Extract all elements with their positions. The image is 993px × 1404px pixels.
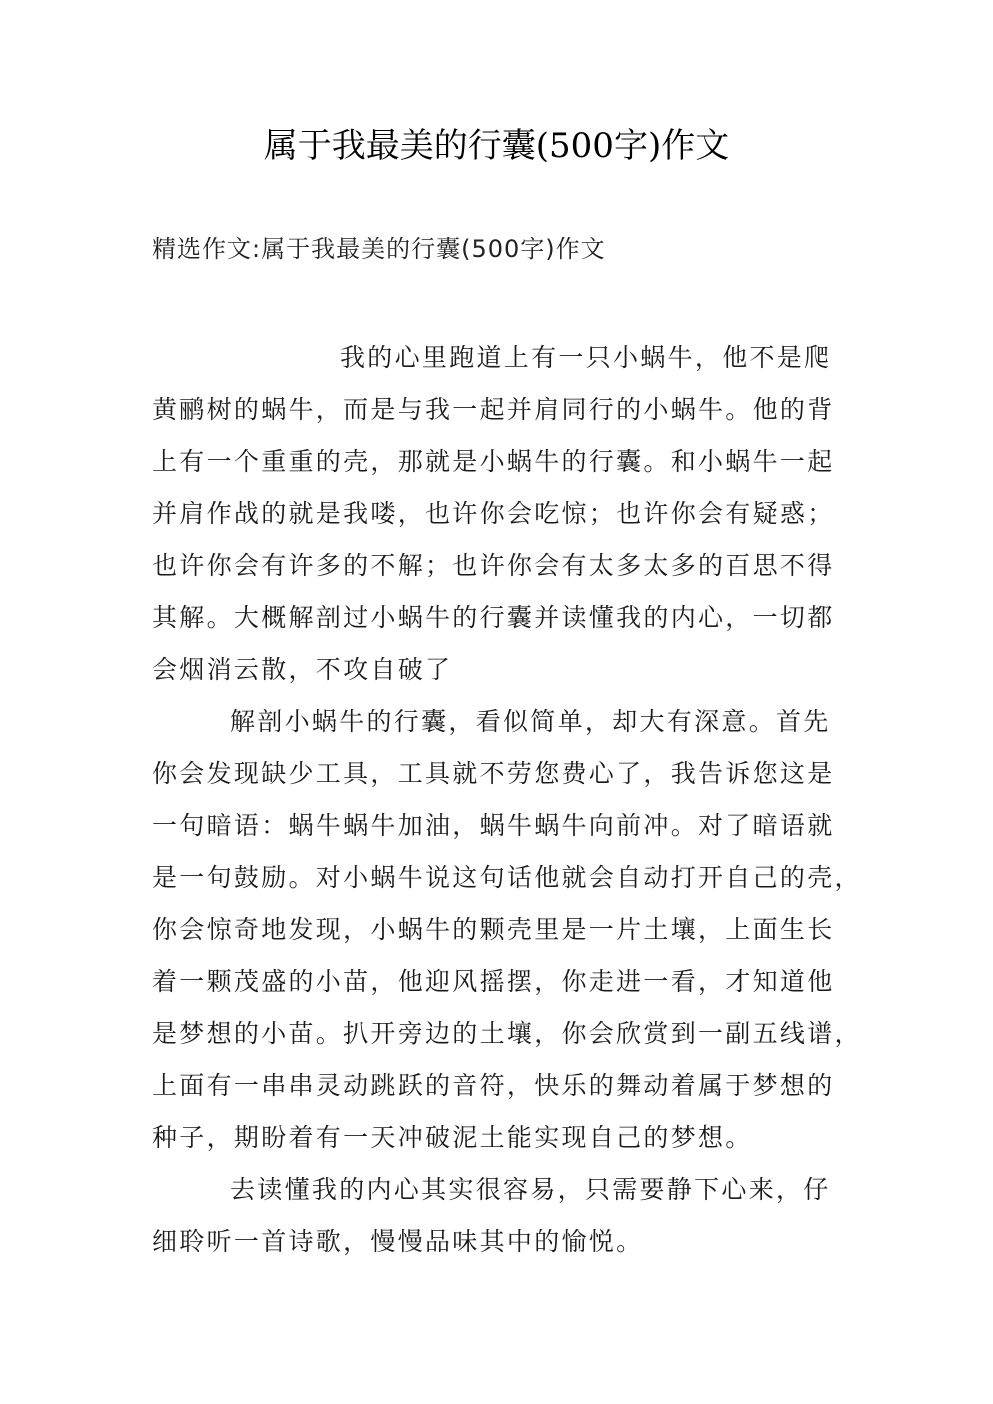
text-line: 细聆听一首诗歌，慢慢品味其中的愉悦。 (152, 1227, 644, 1256)
paragraph-1 (152, 332, 842, 696)
text-line: 一句暗语：蜗牛蜗牛加油，蜗牛蜗牛向前冲。对了暗语就 (152, 811, 835, 840)
text-line: 其解。大概解剖过小蜗牛的行囊并读懂我的内心，一切都 (152, 603, 835, 632)
text-line: 解剖小蜗牛的行囊，看似简单，却大有深意。首先 (230, 707, 831, 736)
text-line: 是一句鼓励。对小蜗牛说这句话他就会自动打开自己的壳， (152, 863, 862, 892)
text-line: 黄鹂树的蜗牛，而是与我一起并肩同行的小蜗牛。他的背 (152, 395, 835, 424)
paragraph-3 (152, 1164, 842, 1268)
text-line: 是梦想的小苗。扒开旁边的土壤，你会欣赏到一副五线谱， (152, 1019, 862, 1048)
text-line: 你会发现缺少工具，工具就不劳您费心了，我告诉您这是 (152, 759, 835, 788)
text-line: 会烟消云散，不攻自破了 (152, 655, 453, 684)
text-line: 我的心里跑道上有一只小蜗牛，他不是爬 (340, 343, 832, 372)
text-line: 也许你会有许多的不解；也许你会有太多太多的百思不得 (152, 551, 835, 580)
text-line: 上有一个重重的壳，那就是小蜗牛的行囊。和小蜗牛一起 (152, 447, 835, 476)
text-line: 你会惊奇地发现，小蜗牛的颗壳里是一片土壤，上面生长 (152, 915, 835, 944)
text-line: 去读懂我的内心其实很容易，只需要静下心来，仔 (230, 1175, 831, 1204)
essay-body (152, 332, 862, 1268)
text-line: 上面有一串串灵动跳跃的音符，快乐的舞动着属于梦想的 (152, 1071, 835, 1100)
text-line: 着一颗茂盛的小苗，他迎风摇摆，你走进一看，才知道他 (152, 967, 835, 996)
paragraph-2 (152, 696, 862, 1164)
page-title: 属于我最美的行囊(500字)作文 (263, 126, 730, 166)
text-line: 并肩作战的就是我喽，也许你会吃惊；也许你会有疑惑； (152, 499, 835, 528)
subtitle: 精选作文:属于我最美的行囊(500字)作文 (152, 235, 606, 263)
text-line: 种子，期盼着有一天冲破泥土能实现自己的梦想。 (152, 1123, 753, 1152)
